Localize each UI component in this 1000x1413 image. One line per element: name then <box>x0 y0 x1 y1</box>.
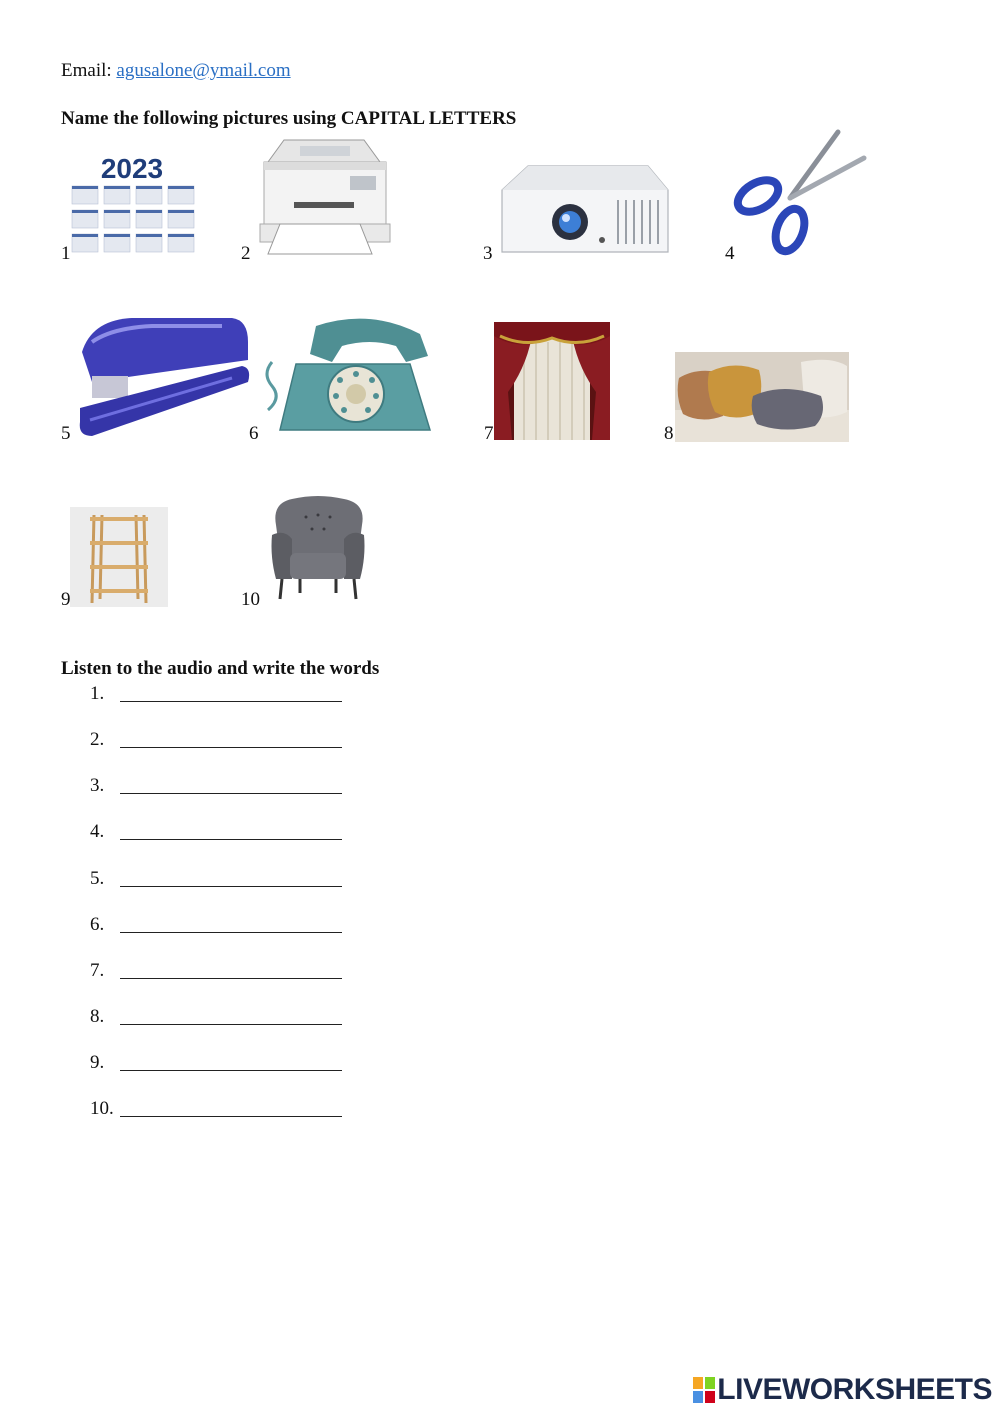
stapler-icon <box>72 312 252 440</box>
answer-blank[interactable] <box>120 1098 342 1117</box>
answer-blank[interactable] <box>120 729 342 748</box>
liveworksheets-mark-icon <box>693 1377 715 1403</box>
answer-blank[interactable] <box>120 1052 342 1071</box>
answer-line-1 <box>90 683 342 705</box>
calendar-year-text: 2023 <box>100 153 164 184</box>
answer-line-3 <box>90 775 342 797</box>
answer-number: 3. <box>90 775 105 796</box>
cushions-icon <box>675 352 849 442</box>
email-row <box>61 60 291 82</box>
answer-blank[interactable] <box>120 775 342 794</box>
calendar-2023-icon <box>68 150 196 260</box>
answer-blank[interactable] <box>120 914 342 933</box>
telephone-icon <box>260 312 436 440</box>
liveworksheets-brand: LIVEWORKSHEETS <box>717 1373 992 1406</box>
answer-number: 1. <box>90 683 105 704</box>
answer-number: 2. <box>90 729 105 750</box>
answer-number: 10. <box>90 1098 114 1119</box>
answer-number: 6. <box>90 914 105 935</box>
answer-blank[interactable] <box>120 868 342 887</box>
answer-blank[interactable] <box>120 1006 342 1025</box>
picture-number-3: 3 <box>483 243 493 264</box>
picture-number-6: 6 <box>249 423 259 444</box>
answer-line-8 <box>90 1006 342 1028</box>
answer-blank[interactable] <box>120 683 342 702</box>
answer-number: 9. <box>90 1052 105 1073</box>
answer-blank[interactable] <box>120 821 342 840</box>
picture-number-2: 2 <box>241 243 251 264</box>
liveworksheets-logo <box>693 1373 992 1407</box>
picture-number-8: 8 <box>664 423 674 444</box>
scissors-icon <box>732 128 868 258</box>
answer-blank[interactable] <box>120 960 342 979</box>
curtains-icon <box>494 322 610 440</box>
answer-number: 5. <box>90 868 105 889</box>
answer-line-6 <box>90 914 342 936</box>
answer-line-10 <box>90 1098 342 1120</box>
picture-number-7: 7 <box>484 423 494 444</box>
answer-number: 8. <box>90 1006 105 1027</box>
armchair-icon <box>270 495 366 603</box>
picture-number-1: 1 <box>61 243 71 264</box>
email-link[interactable]: agusalone@ymail.com <box>116 60 291 81</box>
answer-line-4 <box>90 821 342 843</box>
picture-number-9: 9 <box>61 589 71 610</box>
picture-number-5: 5 <box>61 423 71 444</box>
answer-number: 4. <box>90 821 105 842</box>
projector-icon <box>498 160 672 260</box>
answer-line-9 <box>90 1052 342 1074</box>
section1-heading: Name the following pictures using CAPITAL LETTERS <box>61 108 517 129</box>
answer-line-5 <box>90 868 342 890</box>
answer-line-2 <box>90 729 342 751</box>
answer-number: 7. <box>90 960 105 981</box>
picture-number-10: 10 <box>241 589 260 610</box>
printer-icon <box>254 132 392 260</box>
answer-line-7 <box>90 960 342 982</box>
email-label: Email: <box>61 60 112 81</box>
picture-number-4: 4 <box>725 243 735 264</box>
shelf-icon <box>70 507 168 607</box>
section2-heading: Listen to the audio and write the words <box>61 658 380 679</box>
